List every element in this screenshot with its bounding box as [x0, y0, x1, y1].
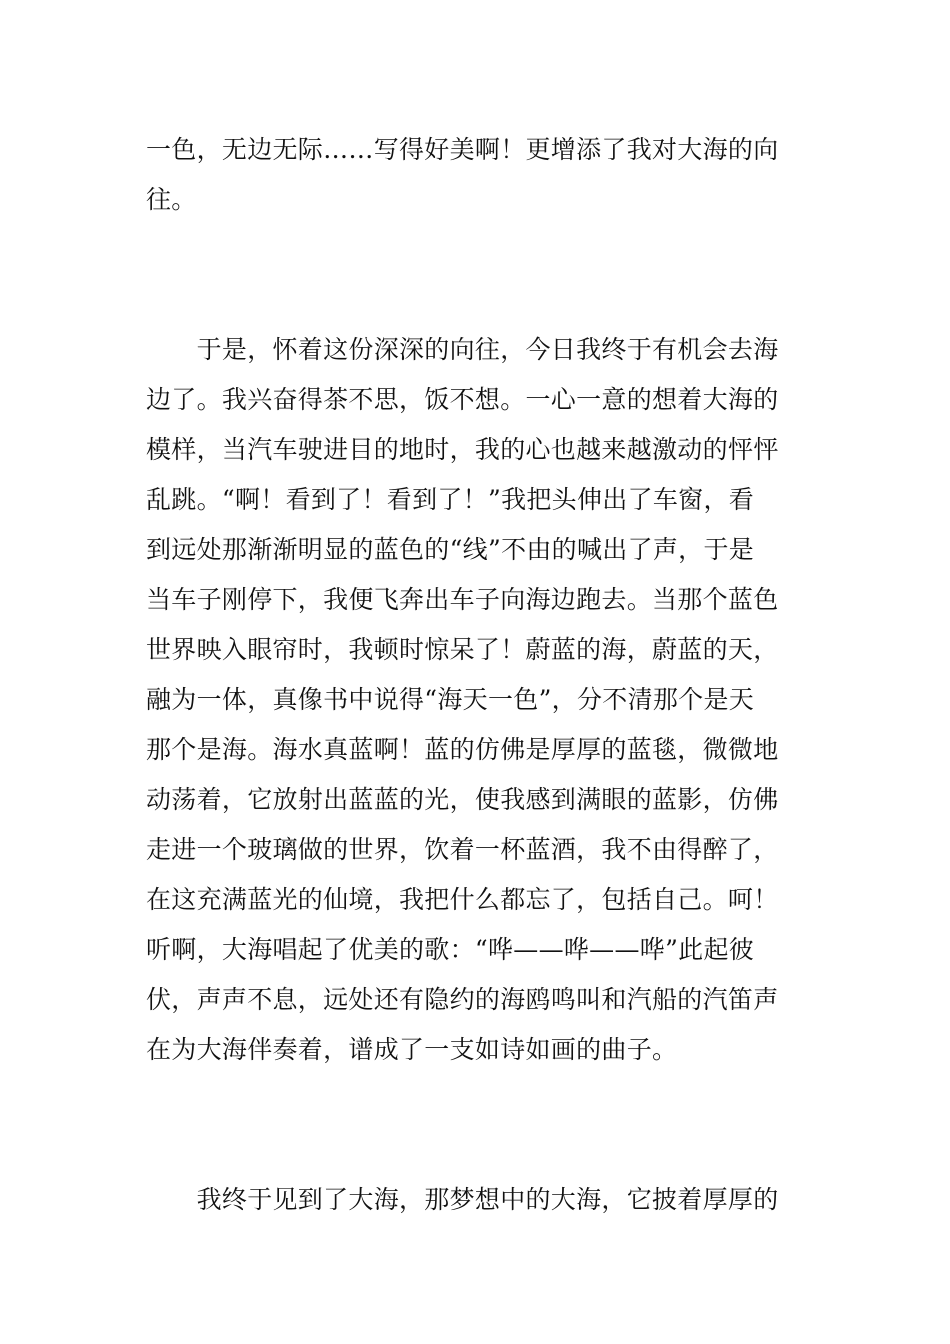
text-line: 当车子刚停下，我便飞奔出车子向海边跑去。当那个蓝色: [146, 585, 779, 614]
text-line: 世界映入眼帘时，我顿时惊呆了！蔚蓝的海，蔚蓝的天，: [146, 635, 779, 664]
text-line: 伏，声声不息，远处还有隐约的海鸥鸣叫和汽船的汽笛声: [146, 985, 779, 1014]
text-line: 听啊，大海唱起了优美的歌：“哗——哗——哗”此起彼: [146, 935, 755, 964]
text-line: 乱跳。“啊！看到了！看到了！”我把头伸出了车窗，看: [146, 485, 755, 514]
text-line: 我终于见到了大海，那梦想中的大海，它披着厚厚的: [146, 1185, 779, 1214]
text-line: 走进一个玻璃做的世界，饮着一杯蓝酒，我不由得醉了，: [146, 835, 779, 864]
text-line: 到远处那渐渐明显的蓝色的“线”不由的喊出了声，于是: [146, 535, 755, 564]
text-line: 在这充满蓝光的仙境，我把什么都忘了，包括自己。呵！: [146, 885, 779, 914]
text-line: 在为大海伴奏着，谱成了一支如诗如画的曲子。: [146, 1035, 678, 1064]
text-line: 往。: [146, 185, 197, 214]
text-line: 模样，当汽车驶进目的地时，我的心也越来越激动的怦怦: [146, 435, 779, 464]
text-line: 一色，无边无际……写得好美啊！更增添了我对大海的向: [146, 135, 779, 164]
text-line: 动荡着，它放射出蓝蓝的光，使我感到满眼的蓝影，仿佛: [146, 785, 779, 814]
text-line: 于是，怀着这份深深的向往，今日我终于有机会去海: [146, 335, 779, 364]
text-line: 边了。我兴奋得茶不思，饭不想。一心一意的想着大海的: [146, 385, 779, 414]
text-line: 融为一体，真像书中说得“海天一色”，分不清那个是天: [146, 685, 755, 714]
text-line: 那个是海。海水真蓝啊！蓝的仿佛是厚厚的蓝毯，微微地: [146, 735, 779, 764]
